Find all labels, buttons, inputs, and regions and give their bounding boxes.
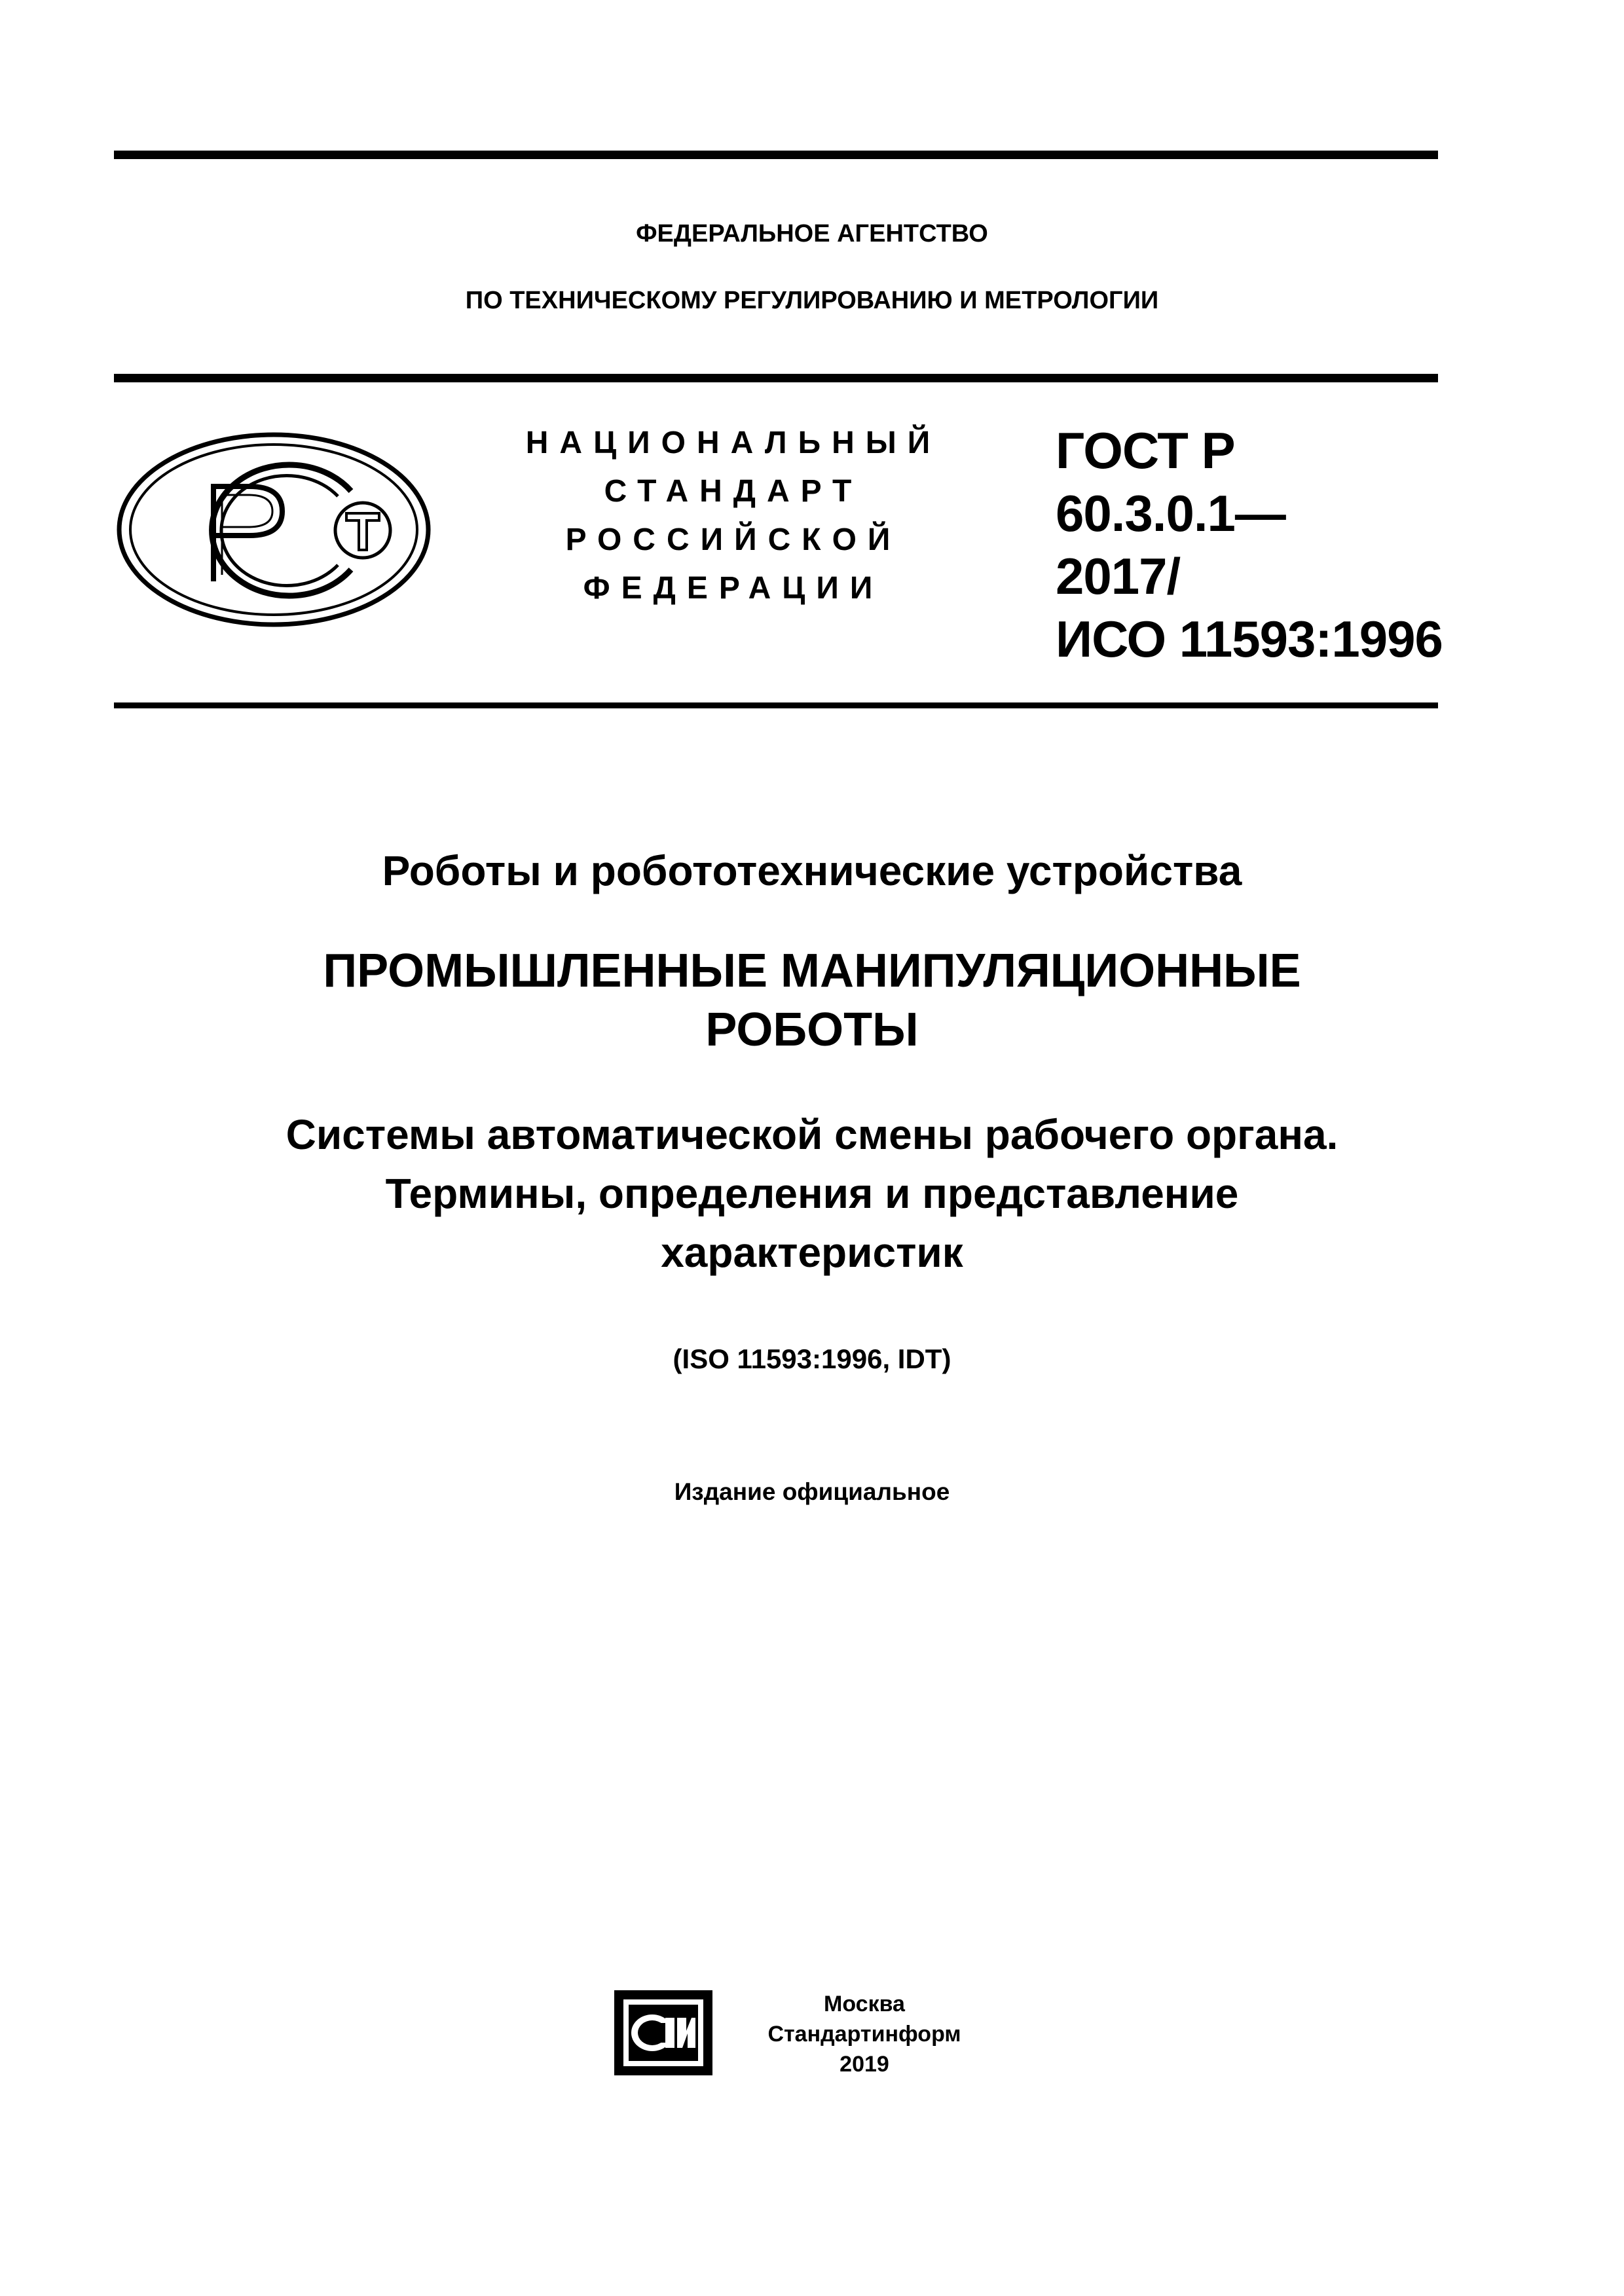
lower-rule bbox=[114, 702, 1438, 708]
publisher-name: Стандартинформ bbox=[767, 2022, 961, 2047]
detail-title-line: Системы автоматической смены рабочего органа. bbox=[286, 1111, 1338, 1158]
detail-title-line: Термины, определения и представление bbox=[385, 1170, 1239, 1217]
detail-title-line: характеристик bbox=[661, 1229, 963, 1276]
designation-line: 2017/ bbox=[1056, 547, 1181, 605]
iso-reference: (ISO 11593:1996, IDT) bbox=[673, 1343, 951, 1374]
national-standard-line: РОССИЙСКОЙ bbox=[565, 522, 902, 557]
document-detail-title bbox=[0, 1105, 1624, 1282]
main-title-line: ПРОМЫШЛЕННЫЕ МАНИПУЛЯЦИОННЫЕ bbox=[323, 945, 1301, 997]
national-standard-label bbox=[498, 419, 969, 613]
standartinform-logo-icon bbox=[614, 1990, 712, 2075]
national-standard-line: ФЕДЕРАЦИИ bbox=[583, 571, 884, 606]
main-title-line: РОБОТЫ bbox=[705, 1004, 919, 1056]
national-standard-line: СТАНДАРТ bbox=[604, 474, 863, 509]
document-subtitle: Роботы и робототехнические устройства bbox=[382, 847, 1242, 894]
publisher-city: Москва bbox=[824, 1992, 905, 2016]
document-main-title bbox=[0, 941, 1624, 1059]
designation-line: 60.3.0.1— bbox=[1056, 484, 1285, 542]
national-standard-line: НАЦИОНАЛЬНЫЙ bbox=[525, 426, 942, 460]
rst-conformity-mark-icon bbox=[115, 431, 432, 629]
publication-year: 2019 bbox=[840, 2052, 889, 2077]
agency-line-1: ФЕДЕРАЛЬНОЕ АГЕНТСТВО bbox=[636, 220, 988, 247]
top-rule bbox=[114, 151, 1438, 159]
publisher-imprint bbox=[747, 1989, 982, 2079]
designation-line: ГОСТ Р bbox=[1056, 422, 1235, 479]
middle-rule bbox=[114, 374, 1438, 382]
designation-line: ИСО 11593:1996 bbox=[1056, 610, 1443, 668]
edition-label: Издание официальное bbox=[674, 1478, 950, 1505]
agency-line-2: ПО ТЕХНИЧЕСКОМУ РЕГУЛИРОВАНИЮ И МЕТРОЛОГИИ bbox=[465, 287, 1159, 314]
standard-designation bbox=[1056, 419, 1442, 670]
